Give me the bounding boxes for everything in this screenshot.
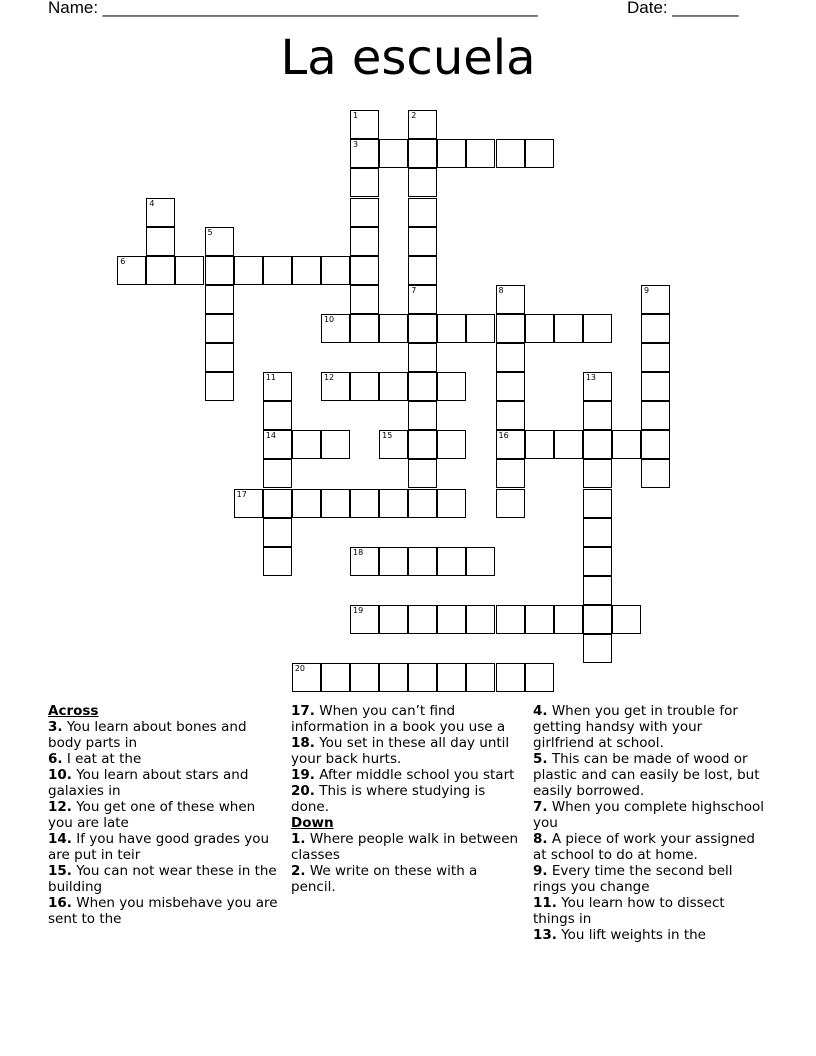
- crossword-cell[interactable]: [466, 547, 495, 576]
- cell-number: 11: [265, 373, 276, 383]
- clue-number: 9.: [533, 863, 548, 879]
- clue-text: This is where studying is done.: [291, 783, 486, 815]
- crossword-cell[interactable]: [583, 430, 612, 459]
- clue-number: 16.: [48, 895, 72, 911]
- crossword-cell[interactable]: [234, 489, 263, 518]
- crossword-cell[interactable]: [117, 256, 146, 285]
- clue-across-18: [291, 735, 525, 767]
- crossword-cell[interactable]: [146, 198, 175, 227]
- crossword-cell[interactable]: [292, 256, 321, 285]
- crossword-cell[interactable]: [263, 372, 292, 401]
- clue-text: You get one of these when you are late: [48, 799, 256, 831]
- cell-number: 18: [353, 547, 364, 557]
- crossword-cell[interactable]: [641, 343, 670, 372]
- clue-down-1: [291, 831, 525, 863]
- cell-number: 17: [236, 489, 247, 499]
- crossword-cell[interactable]: [466, 139, 495, 168]
- crossword-cell[interactable]: [466, 314, 495, 343]
- crossword-cell[interactable]: [350, 139, 379, 168]
- crossword-cell[interactable]: [146, 227, 175, 256]
- crossword-cell[interactable]: [583, 547, 612, 576]
- crossword-cell[interactable]: [408, 343, 437, 372]
- crossword-cell[interactable]: [437, 489, 466, 518]
- crossword-cell[interactable]: [350, 663, 379, 692]
- clue-number: 7.: [533, 799, 548, 815]
- crossword-cell[interactable]: [205, 314, 234, 343]
- crossword-cell[interactable]: [437, 605, 466, 634]
- crossword-cell[interactable]: [612, 605, 641, 634]
- clue-text: When you get in trouble for getting handsy with your girlfriend at school.: [533, 703, 738, 751]
- crossword-cell[interactable]: [379, 489, 408, 518]
- crossword-cell[interactable]: [379, 663, 408, 692]
- clue-number: 4.: [533, 703, 548, 719]
- crossword-cell[interactable]: [496, 489, 525, 518]
- crossword-cell[interactable]: [641, 372, 670, 401]
- crossword-cell[interactable]: [583, 372, 612, 401]
- cell-number: 1: [353, 111, 359, 121]
- crossword-cell[interactable]: [350, 256, 379, 285]
- crossword-cell[interactable]: [408, 198, 437, 227]
- clue-number: 15.: [48, 863, 72, 879]
- crossword-cell[interactable]: [205, 372, 234, 401]
- clue-number: 6.: [48, 751, 63, 767]
- crossword-cell[interactable]: [263, 518, 292, 547]
- clue-across-16: [48, 895, 282, 927]
- crossword-cell[interactable]: [292, 663, 321, 692]
- crossword-cell[interactable]: [263, 256, 292, 285]
- crossword-cell[interactable]: [379, 430, 408, 459]
- crossword-cell[interactable]: [205, 285, 234, 314]
- crossword-cell[interactable]: [321, 663, 350, 692]
- crossword-cell[interactable]: [205, 343, 234, 372]
- clue-down-7: [533, 799, 767, 831]
- crossword-cell[interactable]: [525, 314, 554, 343]
- crossword-cell[interactable]: [437, 547, 466, 576]
- crossword-cell[interactable]: [408, 110, 437, 139]
- crossword-cell[interactable]: [641, 401, 670, 430]
- clue-number: 3.: [48, 719, 63, 735]
- crossword-cell[interactable]: [408, 663, 437, 692]
- crossword-cell[interactable]: [408, 227, 437, 256]
- crossword-cell[interactable]: [525, 430, 554, 459]
- crossword-cell[interactable]: [408, 256, 437, 285]
- crossword-cell[interactable]: [263, 401, 292, 430]
- crossword-cell[interactable]: [408, 605, 437, 634]
- clue-text: Where people walk in between classes: [291, 831, 519, 863]
- clue-number: 1.: [291, 831, 306, 847]
- crossword-cell[interactable]: [350, 227, 379, 256]
- clue-down-2: [291, 863, 525, 895]
- clue-text: When you can’t find information in a book you use a: [291, 703, 506, 735]
- clue-text: I eat at the: [66, 751, 142, 767]
- crossword-cell[interactable]: [263, 489, 292, 518]
- cell-number: 10: [323, 314, 335, 324]
- clue-text: A piece of work your assigned at school to do at home.: [533, 831, 756, 863]
- crossword-cell[interactable]: [583, 605, 612, 634]
- clue-down-11: [533, 895, 767, 927]
- crossword-cell[interactable]: [408, 285, 437, 314]
- crossword-cell[interactable]: [321, 489, 350, 518]
- across-heading: Across: [48, 703, 99, 719]
- crossword-cell[interactable]: [496, 372, 525, 401]
- clue-text: We write on these with a pencil.: [291, 863, 478, 895]
- crossword-cell[interactable]: [641, 314, 670, 343]
- crossword-cell[interactable]: [612, 430, 641, 459]
- crossword-cell[interactable]: [437, 314, 466, 343]
- crossword-cell[interactable]: [350, 489, 379, 518]
- crossword-cell[interactable]: [321, 372, 350, 401]
- cell-number: 6: [120, 256, 126, 266]
- crossword-cell[interactable]: [408, 314, 437, 343]
- crossword-cell[interactable]: [408, 401, 437, 430]
- crossword-cell[interactable]: [408, 459, 437, 488]
- clue-down-13: [533, 927, 767, 943]
- clue-text: Every time the second bell rings you change: [533, 863, 733, 895]
- name-field-line: Name: ______________________________________________: [48, 0, 538, 17]
- clue-number: 13.: [533, 927, 557, 943]
- crossword-cell[interactable]: [583, 314, 612, 343]
- crossword-cell[interactable]: [583, 401, 612, 430]
- crossword-cell[interactable]: [496, 139, 525, 168]
- clue-text: If you have good grades you are put in teir: [48, 831, 270, 863]
- crossword-cell[interactable]: [321, 256, 350, 285]
- clues-column-2: [291, 703, 525, 895]
- crossword-cell[interactable]: [496, 314, 525, 343]
- crossword-cell[interactable]: [350, 168, 379, 197]
- clue-text: You learn about stars and galaxies in: [48, 767, 249, 799]
- crossword-cell[interactable]: [496, 401, 525, 430]
- crossword-cell[interactable]: [408, 168, 437, 197]
- crossword-cell[interactable]: [641, 285, 670, 314]
- crossword-cell[interactable]: [437, 139, 466, 168]
- crossword-cell[interactable]: [408, 372, 437, 401]
- crossword-cell[interactable]: [146, 256, 175, 285]
- clue-text: This can be made of wood or plastic and can easily be lost, but easily borrowed.: [533, 751, 760, 799]
- clue-number: 2.: [291, 863, 306, 879]
- crossword-cell[interactable]: [350, 314, 379, 343]
- crossword-cell[interactable]: [496, 430, 525, 459]
- cell-number: 14: [265, 431, 276, 441]
- crossword-cell[interactable]: [466, 663, 495, 692]
- clue-number: 8.: [533, 831, 548, 847]
- cell-number: 12: [323, 373, 335, 383]
- crossword-cell[interactable]: [379, 139, 408, 168]
- crossword-cell[interactable]: [350, 605, 379, 634]
- crossword-cell[interactable]: [496, 459, 525, 488]
- clue-down-4: [533, 703, 767, 751]
- clue-text: After middle school you start: [319, 767, 515, 783]
- clue-across-15: [48, 863, 282, 895]
- cell-number: 4: [149, 198, 155, 208]
- crossword-cell[interactable]: [350, 198, 379, 227]
- crossword-cell[interactable]: [583, 634, 612, 663]
- crossword-cell[interactable]: [205, 227, 234, 256]
- clue-across-20: [291, 783, 525, 815]
- clue-across-12: [48, 799, 282, 831]
- clue-text: You lift weights in the: [561, 927, 706, 943]
- crossword-cell[interactable]: [496, 285, 525, 314]
- page-title: La escuela: [280, 30, 536, 86]
- clue-across-3: [48, 719, 282, 751]
- cell-number: 20: [294, 664, 306, 674]
- crossword-cell[interactable]: [583, 489, 612, 518]
- crossword-cell[interactable]: [525, 605, 554, 634]
- clue-across-14: [48, 831, 282, 863]
- crossword-cell[interactable]: [263, 459, 292, 488]
- clues-column-1: [48, 703, 282, 927]
- crossword-cell[interactable]: [554, 314, 583, 343]
- cell-number: 5: [207, 227, 213, 237]
- crossword-cell[interactable]: [408, 139, 437, 168]
- crossword-cell[interactable]: [379, 314, 408, 343]
- crossword-cell[interactable]: [263, 547, 292, 576]
- crossword-cell[interactable]: [583, 518, 612, 547]
- clue-across-6: [48, 751, 282, 767]
- crossword-cell[interactable]: [205, 256, 234, 285]
- crossword-cell[interactable]: [496, 605, 525, 634]
- clue-text: You learn about bones and body parts in: [48, 719, 247, 751]
- crossword-cell[interactable]: [379, 547, 408, 576]
- crossword-cell[interactable]: [641, 430, 670, 459]
- crossword-cell[interactable]: [350, 110, 379, 139]
- cell-number: 19: [353, 605, 364, 615]
- crossword-cell[interactable]: [175, 256, 204, 285]
- cell-number: 16: [498, 431, 509, 441]
- crossword-cell[interactable]: [437, 372, 466, 401]
- crossword-cell[interactable]: [379, 605, 408, 634]
- crossword-cell[interactable]: [234, 256, 263, 285]
- crossword-cell[interactable]: [408, 547, 437, 576]
- clue-across-19: [291, 767, 525, 783]
- crossword-cell[interactable]: [263, 430, 292, 459]
- clue-number: 20.: [291, 783, 315, 799]
- clue-number: 19.: [291, 767, 315, 783]
- cell-number: 2: [411, 111, 417, 121]
- clue-down-5: [533, 751, 767, 799]
- crossword-cell[interactable]: [583, 576, 612, 605]
- crossword-cell[interactable]: [525, 139, 554, 168]
- clue-number: 17.: [291, 703, 315, 719]
- clue-number: 5.: [533, 751, 548, 767]
- cell-number: 15: [382, 431, 393, 441]
- clue-number: 12.: [48, 799, 72, 815]
- clue-number: 11.: [533, 895, 557, 911]
- crossword-cell[interactable]: [350, 372, 379, 401]
- crossword-cell[interactable]: [554, 430, 583, 459]
- cell-number: 13: [585, 373, 597, 383]
- clue-text: You learn how to dissect things in: [533, 895, 725, 927]
- crossword-cell[interactable]: [496, 343, 525, 372]
- clue-number: 10.: [48, 767, 72, 783]
- cell-number: 9: [644, 285, 650, 295]
- clue-number: 14.: [48, 831, 72, 847]
- down-heading: Down: [291, 815, 334, 831]
- cell-number: 3: [353, 140, 359, 150]
- crossword-cell[interactable]: [350, 547, 379, 576]
- crossword-cell[interactable]: [437, 430, 466, 459]
- clue-number: 18.: [291, 735, 315, 751]
- crossword-cell[interactable]: [525, 663, 554, 692]
- clue-text: When you complete highschool you: [533, 799, 765, 831]
- crossword-cell[interactable]: [466, 605, 495, 634]
- crossword-cell[interactable]: [408, 430, 437, 459]
- clue-across-17: [291, 703, 525, 735]
- crossword-cell[interactable]: [583, 459, 612, 488]
- cell-number: 7: [411, 285, 417, 295]
- crossword-cell[interactable]: [496, 663, 525, 692]
- clue-text: You can not wear these in the building: [48, 863, 277, 895]
- crossword-cell[interactable]: [321, 430, 350, 459]
- clue-down-8: [533, 831, 767, 863]
- date-field-line: Date: _______: [627, 0, 739, 17]
- clue-text: You set in these all day until your back hurts.: [291, 735, 510, 767]
- crossword-cell[interactable]: [641, 459, 670, 488]
- crossword-cell[interactable]: [379, 372, 408, 401]
- clue-down-9: [533, 863, 767, 895]
- crossword-cell[interactable]: [408, 489, 437, 518]
- cell-number: 8: [498, 285, 504, 295]
- clue-text: When you misbehave you are sent to the: [48, 895, 278, 927]
- crossword-cell[interactable]: [292, 489, 321, 518]
- crossword-cell[interactable]: [437, 663, 466, 692]
- clue-across-10: [48, 767, 282, 799]
- clues-column-3: [533, 703, 767, 943]
- crossword-cell[interactable]: [554, 605, 583, 634]
- crossword-cell[interactable]: [350, 285, 379, 314]
- crossword-cell[interactable]: [321, 314, 350, 343]
- crossword-cell[interactable]: [292, 430, 321, 459]
